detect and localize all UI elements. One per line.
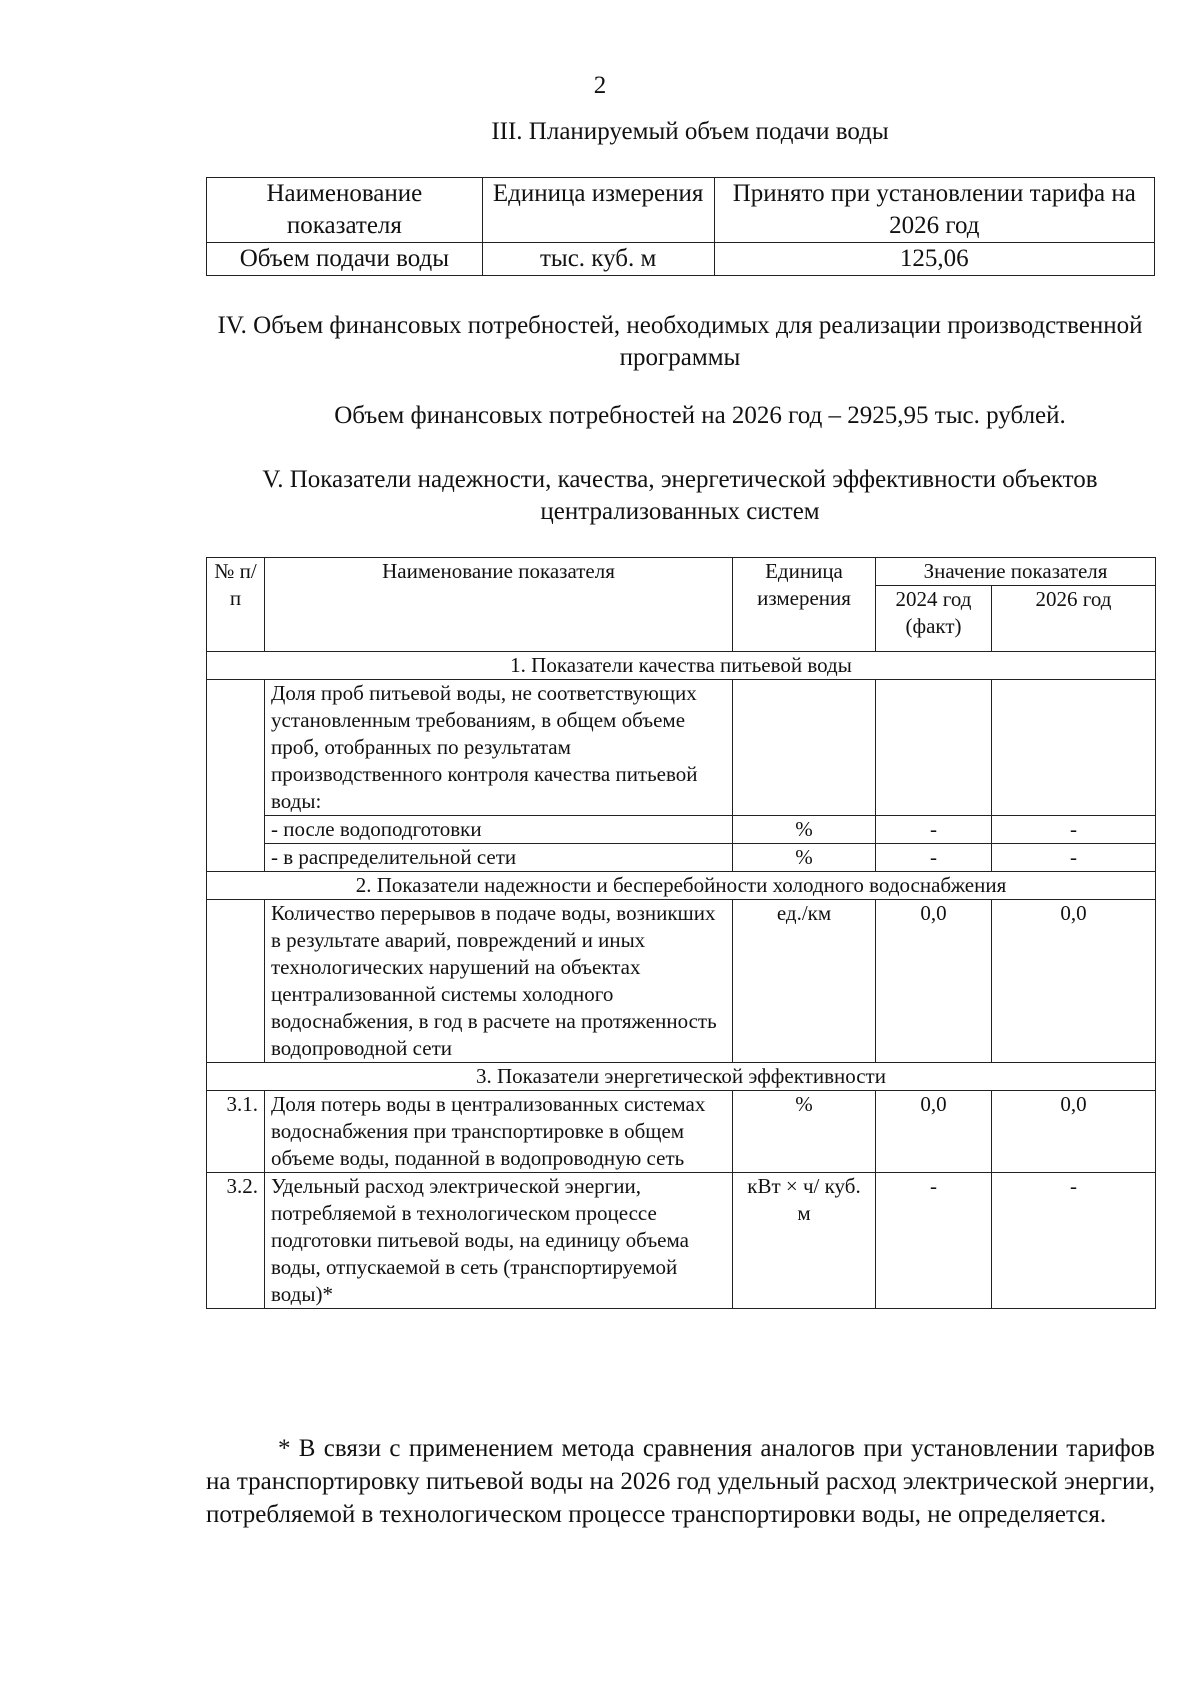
group-3-title: 3. Показатели энергетической эффективности: [207, 1063, 1156, 1091]
row-name: Удельный расход электрической энергии, потребляемой в технологическом процессе подготовки питьевой воды, на единицу объема воды, отпускаемой в сеть (транспортируемой воды)*: [265, 1173, 733, 1309]
row-2024: -: [876, 1173, 992, 1309]
row-name: Доля потерь воды в централизованных системах водоснабжения при транспортировке в общем объеме воды, поданной в водопроводную сеть: [265, 1091, 733, 1173]
supply-volume-table: [206, 177, 1155, 276]
empty-cell: [876, 680, 992, 816]
row-2026: 0,0: [992, 900, 1156, 1063]
header-num: № п/п: [207, 558, 265, 652]
header-accepted: Принято при установлении тарифа на 2026 год: [714, 178, 1154, 243]
group-2-row: [207, 872, 1156, 900]
table-row: [207, 1091, 1156, 1173]
footnote-text: * В связи с применением метода сравнения аналогов при установлении тарифов на транспортировку питьевой воды на 2026 год удельный расход электрической энергии, потребляемой в технологическом процессе транспортировки воды, не определяется.: [206, 1435, 1155, 1528]
group-1-row: [207, 652, 1156, 680]
section-3-title: III. Планируемый объем подачи воды: [491, 118, 889, 145]
indicators-table: [206, 557, 1156, 1309]
row-indicator: Объем подачи воды: [207, 243, 483, 276]
group-2-title: 2. Показатели надежности и бесперебойности холодного водоснабжения: [207, 872, 1156, 900]
row-unit: %: [733, 1091, 876, 1173]
table-row: [207, 816, 1156, 844]
section-4-title: IV. Объем финансовых потребностей, необходимых для реализации производственной программы: [217, 312, 1143, 371]
row-2024: -: [876, 844, 992, 872]
row-num: 3.1.: [207, 1091, 265, 1173]
group-1-lead-row: [207, 680, 1156, 816]
row-unit: %: [733, 816, 876, 844]
header-row: [207, 558, 1156, 586]
row-2026: -: [992, 844, 1156, 872]
group-1-lead: Доля проб питьевой воды, не соответствующих установленным требованиям, в общем объеме проб, отобранных по результатам производственного контроля качества питьевой воды:: [265, 680, 733, 816]
table-row: [207, 1173, 1156, 1309]
row-value: 125,06: [714, 243, 1154, 276]
row-2024: -: [876, 816, 992, 844]
row-2026: -: [992, 1173, 1156, 1309]
header-name: Наименование показателя: [265, 558, 733, 652]
table-row: [207, 844, 1156, 872]
row-name: Количество перерывов в подаче воды, возникших в результате аварий, повреждений и иных технологических нарушений на объектах централизованной системы холодного водоснабжения, в год в расчете на протяженность водопроводной сети: [265, 900, 733, 1063]
row-unit: кВт × ч/ куб. м: [733, 1173, 876, 1309]
empty-cell: [992, 680, 1156, 816]
row-2024: 0,0: [876, 900, 992, 1063]
header-2024: 2024 год (факт): [876, 586, 992, 652]
page-number: 2: [593, 72, 607, 99]
row-2024: 0,0: [876, 1091, 992, 1173]
row-name: - после водоподготовки: [265, 816, 733, 844]
header-2026: 2026 год: [992, 586, 1156, 652]
group-1-title: 1. Показатели качества питьевой воды: [207, 652, 1156, 680]
group-1-num: [207, 680, 265, 872]
empty-cell: [733, 680, 876, 816]
header-value: Значение показателя: [876, 558, 1156, 586]
header-unit: Единица измерения: [482, 178, 714, 243]
row-name: - в распределительной сети: [265, 844, 733, 872]
row-2026: 0,0: [992, 1091, 1156, 1173]
row-num: 3.2.: [207, 1173, 265, 1309]
header-indicator: Наименование показателя: [207, 178, 483, 243]
table-row: [207, 243, 1155, 276]
group-3-row: [207, 1063, 1156, 1091]
financial-needs-text: Объем финансовых потребностей на 2026 год – 2925,95 тыс. рублей.: [334, 402, 1066, 429]
row-2026: -: [992, 816, 1156, 844]
row-unit: %: [733, 844, 876, 872]
table-row: [207, 900, 1156, 1063]
footnote: [206, 1432, 1155, 1531]
row-unit: тыс. куб. м: [482, 243, 714, 276]
header-unit: Единица измерения: [733, 558, 876, 652]
section-5-title: V. Показатели надежности, качества, энергетической эффективности объектов централизованных систем: [262, 466, 1098, 525]
row-num: [207, 900, 265, 1063]
row-unit: ед./км: [733, 900, 876, 1063]
table-header-row: [207, 178, 1155, 243]
